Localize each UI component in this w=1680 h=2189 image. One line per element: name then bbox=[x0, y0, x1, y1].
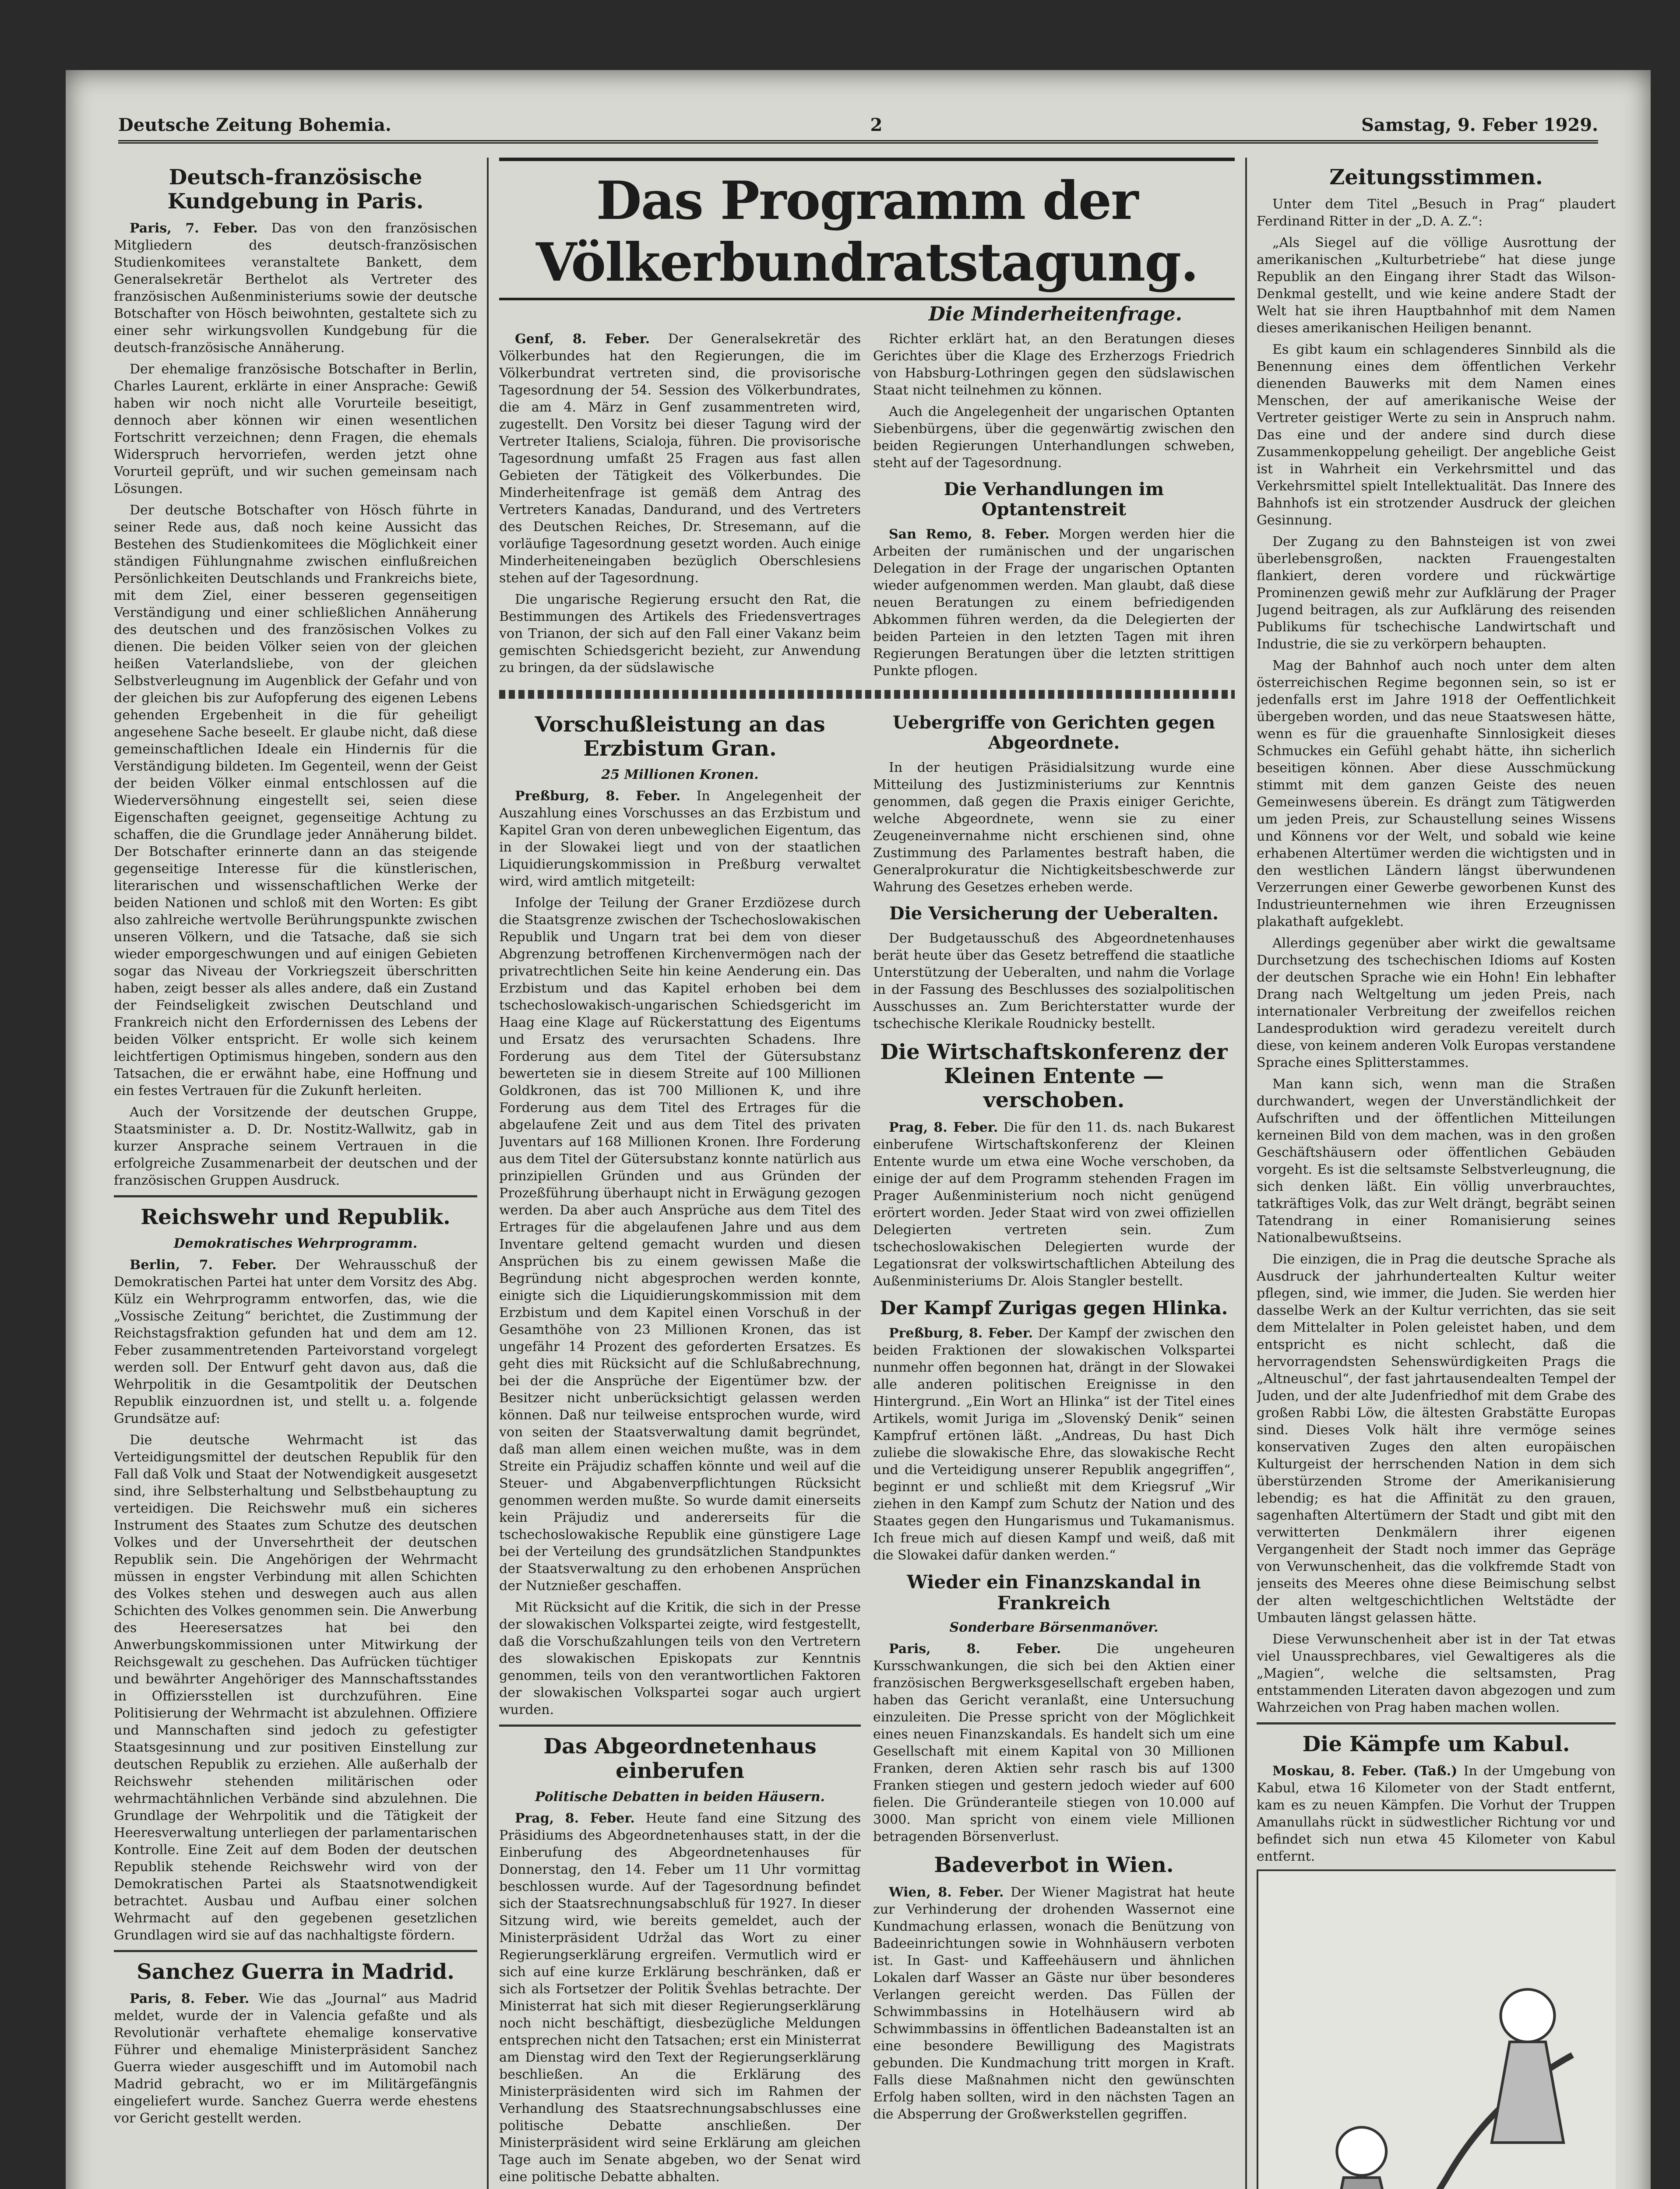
article-paragraph: Der ehemalige französische Botschafter in Berlin, Charles Laurent, erklärte in einer Ansprache: Gewiß haben wir noch nicht alle Vorurteile beseitigt, dennoch aber können wir einen wesentlichen Fortschritt verzeichnen; denn Fragen, die ehemals Widerspruch hervorriefen, werden jetzt ohne Vorurteil geprüft, und wir suchen gemeinsam nach Lösungen. bbox=[114, 362, 477, 497]
article-title: Sanchez Guerra in Madrid. bbox=[137, 1959, 454, 1984]
issue-date: Samstag, 9. Feber 1929. bbox=[1361, 114, 1598, 135]
paragraph-text: Der Wiener Magistrat hat heute zur Verhinderung der drohenden Wassernot eine Kundmachung erlassen, wonach die Benützung von Badeeinrichtungen sowie in Wohnhäusern verboten ist. In Gast- und Kaffeehäusern und ähnlichen Lokalen darf Wasser an Gäste nur über besonderes Verlangen gereicht werden. Das Füllen der Schwimmbassins in Hotelhäusern wird ab Schwimmbassins in öffentlichen Badeanstalten ist an eine besondere Bewilligung des Magistrats gebunden. Die Kundmachung tritt morgen in Kraft. Falls diese Maßnahmen nicht den gewünschten Erfolg haben sollten, wird in den nächsten Tagen an die Absperrung der Großwerkstellen gegriffen. bbox=[873, 1884, 1235, 2122]
article-paragraph: Die einzigen, die in Prag die deutsche Sprache als Ausdruck der jahrhundertealten Kultur weiter pflegen, sind, wie immer, die Juden. Sie werden hier dasselbe Werk an der Kultur verrichten, das sie seit dem Mittelalter in Polen geleistet haben, und dem entspricht es nicht schlecht, daß die hervorragendsten Sehenswürdigkeiten Prags die „Altneuschul“, der fast jahrtausendealten Tempel der Juden, und der alte Judenfriedhof mit dem Grabe des großen Rabbi Löw, die ältesten Grabstätte Europas sind. Dieses Volk hält ihre vermöge seines konservativen Zuges den alten europäischen Kulturgeist der herrschenden Nation in dem sich überstürzenden Strome der Amerikanisierung lebendig; es hat die Affinität zu den grauen, sagenhaften Altertümern der Stadt und gibt mit den verwitterten Denkmälern ihrer eigenen Vergangenheit der Stadt noch immer das Gepräge von Verwunschenheit, das die volkfremde Stadt von jenseits des Meeres ohne diese Beimischung selbst der alten weltgeschichtlichen Weltstädte der Umbauten längst gelassen hätte. bbox=[1257, 1252, 1616, 1626]
paper-name: Deutsche Zeitung Bohemia. bbox=[118, 114, 391, 135]
paragraph-text: In Angelegenheit der Auszahlung eines Vorschusses an das Erzbistum und Kapitel Gran von deren unbeweglichen Eigentum, das in der Slowakei liegt und von der staatlichen Liquidierungskommission in Preßburg verwaltet wird, wird amtlich mitgeteilt: bbox=[499, 788, 861, 890]
paragraph-text: Der Generalsekretär des Völkerbundes hat den Regierungen, die im Völkerbundrat vertreten sind, die provisorische Tagesordnung der 54. Session des Völkerbundrates, die am 4. März in Genf zusammentreten wird, zugestellt. Den Vorsitz bei dieser Tagung wird der Vertreter Italiens, Scialoja, führen. Die provisorische Tagesordnung umfaßt 25 Fragen aus fast allen Gebieten der Tätigkeit des Völkerbundes. Die Minderheitenfrage ist gemäß dem Antrag des Vertreters Kanadas, Dandurand, und des Vertreters des Deutschen Reiches, Dr. Stresemann, auf die vorläufige Tagesordnung gesetzt worden. Auch einige Minderheiteneingaben bezüglich Oberschlesiens stehen auf der Tagesordnung. bbox=[499, 331, 861, 586]
main-headline: Das Programm der Völkerbundratstagung. bbox=[499, 158, 1235, 300]
article-subtitle: Politische Debatten in beiden Häusern. bbox=[535, 1789, 825, 1805]
article-title: Zeitungsstimmen. bbox=[1329, 165, 1543, 190]
dateline: Paris, 8. Feber. bbox=[889, 1641, 1061, 1657]
article-title: Deutsch-französische Kundgebung in Paris. bbox=[167, 165, 424, 214]
article-paragraph: Auch die Angelegenheit der ungarischen Optanten Siebenbürgens, über die gegenwärtig zwischen den beiden Regierungen Unterhandlungen schweben, steht auf der Tagesordnung. bbox=[873, 404, 1235, 471]
paragraph-text: Wie das „Journal“ aus Madrid meldet, wurde der in Valencia gefaßte und als Revolutionär verhaftete ehemalige konservative Führer und ehemalige Ministerpräsident Sanchez Guerra wieder ausgeschifft und im Automobil nach Madrid gebracht, wo er im Militärgefängnis eingeliefert wurde. Sanchez Guerra werde ehestens vor Gericht gestellt werden. bbox=[114, 1991, 477, 2126]
article-subtitle: Sonderbare Börsenmanöver. bbox=[949, 1620, 1159, 1636]
column-right bbox=[1257, 158, 1616, 2189]
dateline: Preßburg, 8. Feber. bbox=[889, 1325, 1033, 1341]
article-paragraph bbox=[873, 1119, 1235, 1290]
article-title: Badeverbot in Wien. bbox=[934, 1853, 1174, 1878]
article-title: Das Abgeordnetenhaus einberufen bbox=[543, 1734, 817, 1783]
lower-left bbox=[499, 705, 861, 2189]
paragraph-text: Morgen werden hier die Arbeiten der rumänischen und der ungarischen Delegation in der Frage der ungarischen Optanten wieder aufgenommen werden. Man glaubt, daß diese neuen Beratungen zu einem befriedigenden Abkommen führen werden, da die Delegierten der beiden Parteien in den letzten Tagen mit ihren Regierungen Beratungen über die letzten strittigen Punkte pflogen. bbox=[873, 527, 1235, 679]
article-paragraph: Unter dem Titel „Besuch in Prag“ plaudert Ferdinand Ritter in der „D. A. Z.“: bbox=[1257, 197, 1616, 229]
article-paragraph bbox=[1257, 1763, 1616, 1865]
lead-story-left bbox=[499, 331, 861, 684]
divider bbox=[114, 1950, 477, 1952]
divider bbox=[114, 1195, 477, 1197]
column-left bbox=[114, 158, 477, 2189]
lower-stories bbox=[499, 705, 1235, 2189]
cartoon-drawing bbox=[1258, 1871, 1616, 2189]
article-paragraph: Infolge der Teilung der Graner Erzdiözese durch die Staatsgrenze zwischen der Tschechoslowakischen Republik und Ungarn trat bei dem von dieser Abgrenzung betroffenen Kirchenvermögen nach der privatrechtlichen Seite hin keine Aenderung ein. Das Erzbistum und das Kapitel erhoben bei dem tschechoslowakisch-ungarischen Schiedsgericht im Haag eine Klage auf Rückerstattung des Eigentums und Ersatz des verursachten Schadens. Ihre Forderung aus dem Titel der Gütersubstanz bewerteten sie in diesem Streite auf 100 Millionen Goldkronen, das ist 700 Millionen K, und ihre Forderung aus dem Titel des Ertrages für die abgelaufene Zeit und aus dem Titel des privaten Juventars auf 168 Millionen Kronen. Ihre Forderung aus dem Titel der Gütersubstanz konnte natürlich aus prinzipiellen Gründen und aus Gründen der Prozeßführung überhaupt nicht in Erwägung gezogen werden. Da aber auch Ansprüche aus dem Titel des Ertrages für die abgelaufenen Jahre und aus dem Inventare geltend gemacht wurden und diesen Ansprüchen bis zu einem gewissen Maße die Begründung nicht abgesprochen werden konnte, einigte sich die Liquidierungskommission mit dem Erzbistum und dem Kapitel einen Vorschuß in der Gesamthöhe von 23 Millionen Kronen, das ist ungefähr 14 Prozent des geforderten Ersatzes. Es geht dies mit Rücksicht auf die Schlußabrechnung, bei der die Ansprüche der Eigentümer bzw. der Besitzer nicht unberücksichtigt gelassen werden können. Daß nur teilweise entsprochen wurde, wird von seiten der Staatsverwaltung damit begründet, daß man allem einen weichen mußte, was in dem Streite ein Präjudiz schaffen könnte und weil auf die Steuer- und Abgabenverpflichtungen Rücksicht genommen werden mußte. So wurde damit einerseits kein Präjudiz und andererseits für die tschechoslowakische Republik eine günstigere Lage bei der Verteilung des grundsätzlichen Standpunktes der Staatsverwaltung zu den erhobenen Ansprüchen der Nutznießer geschaffen. bbox=[499, 895, 861, 1594]
dateline: Moskau, 8. Feber. (Taß.) bbox=[1272, 1763, 1458, 1779]
dateline: Wien, 8. Feber. bbox=[889, 1884, 1004, 1900]
article-paragraph bbox=[499, 1810, 861, 2185]
article-paragraph: Die ungarische Regierung ersucht den Rat, die Bestimmungen des Artikels des Friedensvertrages von Trianon, der sich auf den Fall einer Vakanz beim gemischten Schiedsgericht bezieht, zur Anwendung zu bringen, da der südslawische bbox=[499, 592, 861, 676]
article-paragraph bbox=[873, 526, 1235, 679]
article-paragraph bbox=[873, 1884, 1235, 2123]
running-head bbox=[118, 109, 1598, 144]
article-paragraph: Auch der Vorsitzende der deutschen Gruppe, Staatsminister a. D. Dr. Nostitz-Wallwitz, gab in kurzer Ansprache seinem Vertrauen in die erfolgreiche Zusammenarbeit der deutschen und der französischen Gruppen Ausdruck. bbox=[114, 1105, 477, 1189]
article-paragraph bbox=[114, 220, 477, 356]
article-paragraph: Allerdings gegenüber aber wirkt die gewaltsame Durchsetzung des tschechischen Idioms auf Kosten der deutschen Sprache wie ein Hohn! Ein lebhafter Drang nach Weltgeltung um jeden Preis, nach internationaler Verbreitung der zweifellos reichen Landesproduktion wird geradezu vereitelt durch diese, von keinem anderen Volk Europas verstandene Sprache eines Splitterstammes. bbox=[1257, 936, 1616, 1071]
dateline: Preßburg, 8. Feber. bbox=[515, 788, 681, 804]
article-title: Die Versicherung der Ueberalten. bbox=[889, 903, 1219, 924]
article-subtitle: Demokratisches Wehrprogramm. bbox=[173, 1235, 418, 1251]
dateline: Paris, 7. Feber. bbox=[130, 221, 258, 236]
article-title: Die Kämpfe um Kabul. bbox=[1302, 1732, 1570, 1757]
paragraph-text: Die ungeheuren Kursschwankungen, die sich bei den Aktien einer französischen Bergwerksgesellschaft ergeben haben, haben das Gericht veranlaßt, eine Untersuchung einzuleiten. Die Presse spricht von der Möglichkeit eines neuen Finanzskandals. Es handelt sich um eine Gesellschaft mit einem Kapital von 30 Millionen Franken, deren Aktien sehr rasch bis auf 1300 Franken stiegen und gestern jedoch wieder auf 600 fielen. Die Gründeranteile stiegen von 10.000 auf 3000. Man spricht von einem viele Millionen betragenden Börsenverlust. bbox=[873, 1641, 1235, 1845]
article-subtitle: 25 Millionen Kronen. bbox=[601, 767, 759, 783]
ornamental-divider bbox=[499, 690, 1235, 699]
article-title: Die Wirtschaftskonferenz der Kleinen Entente — verschoben. bbox=[880, 1040, 1228, 1113]
article-paragraph: In der heutigen Präsidialsitzung wurde eine Mitteilung des Justizministeriums zur Kenntnis genommen, daß gegen die Praxis einiger Gerichte, welche Abgeordnete, wenn sie zu einer Zeugeneinvernahme nicht erschienen sind, ohne Zustimmung des Parlamentes bestraft haben, die Generalprokuratur die Nichtigkeitsbeschwerde zur Wahrung des Gesetzes erheben werde. bbox=[873, 760, 1235, 895]
main-subheadline: Die Minderheitenfrage. bbox=[928, 303, 1182, 325]
page-number: 2 bbox=[870, 114, 883, 135]
dateline: Paris, 8. Feber. bbox=[130, 1991, 250, 2006]
article-title: Vorschußleistung an das Erzbistum Gran. bbox=[535, 712, 825, 761]
article-title: Reichswehr und Republik. bbox=[141, 1205, 451, 1230]
article-paragraph: Diese Verwunschenheit aber ist in der Tat etwas viel Unaussprechbares, viel Gewaltigeres als die „Magien“, welche die seltsamsten, Prag entstammenden Literaten davon abgezogen und zum Wahrzeichen von Prag haben machen wollen. bbox=[1257, 1632, 1616, 1716]
paragraph-text: Der Kampf der zwischen den beiden Fraktionen der slowakischen Volkspartei nunmehr offen begonnen hat, drängt in der Slowakei alle anderen politischen Ereignisse in den Hintergrund. „Ein Wort an Hlinka“ ist der Titel eines Artikels, womit Juriga im „Slovenský Denik“ seinen Kampfruf ertönen läßt. „Andreas, Du hast Dich zuliebe die slowakische Ehre, das slowakische Recht und die Verteidigung unserer Republik angegriffen“, beginnt er und schließt mit dem Kriegsruf „Wir ziehen in den Kampf zum Schutz der Nation und des Staates gegen den Hungarismus und Tukamanismus. Ich freue mich auf diesen Kampf und weiß, daß mit die Slowakei dafür danken werden.“ bbox=[873, 1325, 1235, 1563]
article-paragraph: Richter erklärt hat, an den Beratungen dieses Gerichtes über die Klage des Erzherzogs Friedrich von Habsburg-Lothringen gegen den südslawischen Staat nicht teilnehmen zu können. bbox=[873, 331, 1235, 398]
paragraph-text: In der Umgebung von Kabul, etwa 16 Kilometer von der Stadt entfernt, kam es zu neuen Kämpfen. Die Vorhut der Truppen Amanullahs rückt in südwestlicher Richtung vor und befindet sich nun etwa 45 Kilometer von Kabul entfernt. bbox=[1257, 1763, 1616, 1865]
dateline: Genf, 8. Feber. bbox=[515, 331, 650, 347]
article-title: Der Kampf Zurigas gegen Hlinka. bbox=[880, 1297, 1228, 1319]
lead-story bbox=[499, 331, 1235, 684]
paragraph-text: Die für den 11. ds. nach Bukarest einberufene Wirtschaftskonferenz der Kleinen Entente wurde um etwa eine Woche verschoben, da einige der auf dem Programm stehenden Fragen im Prager Außenministerium noch nicht genügend erörtert worden. Jeder Staat wird von zwei offiziellen Delegierten vertreten sein. Zum tschechoslowakischen Delegierten wurde der Legationsrat der volkswirtschaftlichen Abteilung des Außenministeriums Dr. Alois Stangler bestellt. bbox=[873, 1119, 1235, 1289]
article-paragraph: Mit Rücksicht auf die Kritik, die sich in der Presse der slowakischen Volkspartei zeigte, wird festgestellt, daß die Vorschußzahlungen teils von den Vertretern des slowakischen Episkopats zur Kenntnis genommen, teils von den verantwortlichen Faktoren der slowakischen Volkspartei sogar auch urgiert wurden. bbox=[499, 1600, 861, 1718]
article-paragraph bbox=[114, 1256, 477, 1427]
article-title: Uebergriffe von Gerichten gegen Abgeordnete. bbox=[892, 712, 1215, 753]
paragraph-text: Heute fand eine Sitzung des Präsidiums des Abgeordnetenhauses statt, in der die Einberufung des Abgeordnetenhauses für Donnerstag, den 14. Feber um 11 Uhr vormittag beschlossen wurde. Auf der Tagesordnung befindet sich der Staatsrechnungsabschluß für 1927. In dieser Sitzung wird, wie bereits gemeldet, auch der Ministerpräsident Udržal das Wort zu einer Regierungserklärung ergreifen. Vermutlich wird er sich auf eine kurze Erklärung beschränken, daß er sich als Fortsetzer der Politik Švehlas betrachte. Der Ministerrat hat sich mit dieser Regierungserklärung noch nicht beschäftigt, diesbezügliche Meldungen entsprechen nicht den Tatsachen; erst ein Ministerrat am Dienstag wird den Text der Regierungserklärung beschließen. An die Erklärung des Ministerpräsidenten wird sich im Rahmen der Verhandlung des Staatsrechnungsabschlusses eine politische Debatte anschließen. Der Ministerpräsident wird seine Erklärung am gleichen Tage auch im Senate abgeben, wo der Senat wird eine politische Debatte abhalten. bbox=[499, 1810, 861, 2185]
article-paragraph: Man kann sich, wenn man die Straßen durchwandert, wegen der Unverständlichkeit der Aufschriften und der öffentlichen Mitteilungen kerneinen Bild von dem machen, was in den großen Geschäftshäusern oder öffentlichen Gebäuden vorgeht. Es ist die seltsamste Selbstverleugnung, die sich denken läßt. Ein völlig unverbrauchtes, tatkräftiges Volk, das zur Welt drängt, begräbt seinen Tatendrang in einer Romanisierung seines Nationalbewußtseins. bbox=[1257, 1077, 1616, 1246]
newspaper-page bbox=[66, 70, 1651, 2189]
divider bbox=[499, 1724, 861, 1727]
article-paragraph bbox=[499, 788, 861, 890]
paragraph-text: Das von den französischen Mitgliedern des deutsch-französischen Studienkomitees veranstaltete Bankett, dem Generalsekretär Berthelot als Vertreter des französischen Außenministeriums sowie der deutsche Botschafter von Hösch beiwohnten, gestaltete sich zu einer sehr wirkungsvollen Kundgebung für die deutsch-französische Annäherung. bbox=[114, 221, 477, 356]
column-rule bbox=[487, 158, 489, 2189]
dateline: San Remo, 8. Feber. bbox=[889, 527, 1050, 542]
cartoon-illustration bbox=[1257, 1869, 1616, 2189]
dateline: Prag, 8. Feber. bbox=[515, 1810, 635, 1826]
article-paragraph bbox=[114, 1990, 477, 2127]
article-paragraph: Die deutsche Wehrmacht ist das Verteidigungsmittel der deutschen Republik für den Fall daß Volk und Staat der Notwendigkeit ausgesetzt sind, ihre Selbsterhaltung und Selbstbehauptung zu verteidigen. Die Reichswehr muß ein sicheres Instrument des Staates zum Schutze des deutschen Volkes und der Unversehrtheit der deutschen Republik sein. Die Angehörigen der Wehrmacht müssen in engster Verbindung mit allen Schichten des Volkes stehen und deswegen auch aus allen Schichten des Volkes genommen sein. Die Anwerbung des Heeresersatzes hat bei den Anwerbungskommissionen unter Mitwirkung der Reichsgewalt zu geschehen. Das Aufrücken tüchtiger und bewährter Angehöriger des Mannschaftsstandes in Offiziersstellen ist durchzuführen. Eine Politisierung der Wehrmacht ist abzulehnen. Offiziere und Mannschaften sind jedoch zu gefestigter Staatsgesinnung und zur positiven Einstellung zur deutschen Republik zu erziehen. Alle außerhalb der Reichswehr stehenden militärischen oder wehrmachtähnlichen Verbände sind abzulehnen. Die Grundlage der Wehrpolitik und die Tätigkeit der Heeresverwaltung unterliegen der parlamentarischen Kontrolle. Eine Zeit auf dem Boden der deutschen Republik stehende Reichswehr wird von der Demokratischen Partei als Staatsnotwendigkeit betrachtet. Ausbau und Aufbau einer solchen Wehrmacht auf den gegebenen gesetzlichen Grundlagen wird sie auf das nachhaltigste fördern. bbox=[114, 1432, 477, 1943]
article-paragraph: Mag der Bahnhof auch noch unter dem alten österreichischen Regime begonnen sein, so ist er jedenfalls erst im Jahre 1918 der Oeffentlichkeit übergeben worden, und das neue Staatswesen hätte, wenn es für die grauenhafte Sinnlosigkeit dieses Schmuckes ein Gefühl gehabt hätte, ihn sicherlich beseitigen können. Aber diese Ausschmückung stimmt mit dem ganzen Geiste des neuen Gemeinwesens überein. Es drängt zum Tätigwerden um jeden Preis, zur Schaustellung seines Wissens und Könnens vor der Welt, und sobald wie keine erhabenen Altertümer werden die wichtigsten und in den westlichen Ländern längst überwundenen Verzerrungen einer Gewerbe geworbenen Kunst des Industrieunternehmen wie ihren Erzeugnissen plakathaft aufgeklebt. bbox=[1257, 658, 1616, 930]
column-rule bbox=[1245, 158, 1247, 2189]
divider bbox=[1257, 1722, 1616, 1724]
dateline: Berlin, 7. Feber. bbox=[130, 1257, 277, 1273]
article-paragraph: Der deutsche Botschafter von Hösch führte in seiner Rede aus, daß noch keine Aussicht das Bestehen des Studienkomitees die Möglichkeit einer ständigen Fühlungnahme zwischen einflußreichen Persönlichkeiten Deutschlands und Frankreichs biete, mit dem Ziel, einer besseren gegenseitigen Verständigung und einer schließlichen Annäherung des deutschen und des französischen Volkes zu dienen. Die beiden Völker seien von der gleichen heißen Vaterlandsliebe, von der gleichen Selbstverleugnung im Augenblick der Gefahr und von der gleichen bis zur Aufopferung des eigenen Lebens gehenden Ergebenheit in die für geheiligt angesehene Sache beseelt. Er glaube nicht, daß diese gemeinschaftlichen Ideale ein Hindernis für die Verständigung bildeten. Im Gegenteil, wenn der Geist der beiden Völker einmal entschlossen auf die Wiederversöhnung eingestellt sei, seien diese Eigenschaften geeignet, gegenseitige Achtung zu schaffen, die die Grundlage jeder Annäherung bildet. Der Botschafter erinnerte dann an das steigende gegenseitige Interesse für die künstlerischen, literarischen und wissenschaftlichen Werke der beiden Nationen und schloß mit den Worten: Es gibt also zahlreiche wertvolle Berührungspunkte zwischen unseren Völkern, und die Tatsache, daß sie sich wieder emporgeschwungen und auf einigen Gebieten sogar das Niveau der Vorkriegszeit überschritten haben, zeigt besser als alles andere, daß ein Zustand der Feindseligkeit zwischen Deutschland und Frankreich nicht den Erfordernissen des Lebens der beiden Völker entspricht. Er wolle sich keinem leichtfertigen Optimismus hingeben, sondern aus den Tatsachen, die er erwähnt habe, eine Hoffnung und ein festes Vertrauen für die Zukunft herleiten. bbox=[114, 503, 477, 1099]
article-paragraph bbox=[499, 331, 861, 587]
dateline: Prag, 8. Feber. bbox=[889, 1119, 998, 1135]
lead-story-right bbox=[873, 331, 1235, 684]
article-paragraph bbox=[873, 1325, 1235, 1564]
article-title: Die Verhandlungen im Optantenstreit bbox=[944, 479, 1164, 520]
article-paragraph: Der Zugang zu den Bahnsteigen ist von zwei überlebensgroßen, nackten Frauengestalten flankiert, deren vordere und rückwärtige Prominenzen gewiß mehr zur Aufklärung der Prager Jugend beitragen, als zur Aufklärung des reisenden Publikums für tschechische Landwirtschaft und Industrie, die sie zu verkörpern behaupten. bbox=[1257, 534, 1616, 652]
paragraph-text: Der Wehrausschuß der Demokratischen Partei hat unter dem Vorsitz des Abg. Külz ein Wehrprogramm entworfen, das, wie die „Vossische Zeitung“ berichtet, die Zustimmung der Reichstagsfraktion gefunden hat und dem am 12. Feber zusammentretenden Parteivorstand vorgelegt werden soll. Der Entwurf geht davon aus, daß die Wehrpolitik in die Gesamtpolitik der Deutschen Republik einzuordnen ist, und stellt u. a. folgende Grundsätze auf: bbox=[114, 1257, 477, 1426]
article-paragraph bbox=[873, 1640, 1235, 1845]
article-paragraph: „Als Siegel auf die völlige Ausrottung der amerikanischen „Kulturbetriebe“ hat diese junge Republik an den Eingang ihrer Stadt das Wilson-Denkmal gestellt, und wie keine andere Stadt der Welt hat sie ihren Hauptbahnhof mit dem Namen dieses amerikanischen Heiligen benannt. bbox=[1257, 235, 1616, 336]
article-paragraph: Der Budgetausschuß des Abgeordnetenhauses berät heute über das Gesetz betreffend die staatliche Unterstützung der Ueberalten, und nahm die Vorlage in der Fassung des Beschlusses des sozialpolitischen Ausschusses an. Zum Berichterstatter wurde der tschechische Klerikale Roudnicky bestellt. bbox=[873, 931, 1235, 1031]
article-paragraph: Es gibt kaum ein schlagenderes Sinnbild als die Benennung eines dem öffentlichen Verkehr dienenden Bauwerks mit dem Namen eines Menschen, der auf amerikanische Weise der Vertreter geistiger Werte zu sein in Anspruch nahm. Das eine und der andere sind durch diese Zusammenkoppelung geheiligt. Der angebliche Geist ist in Wahrheit ein Verkehrsmittel und das Verkehrsmittel spielt Intellektualität. Das Innere des Bahnhofs ist ein strotzender Ausdruck der gleichen Gesinnung. bbox=[1257, 342, 1616, 528]
column-center bbox=[499, 158, 1235, 2189]
article-title: Wieder ein Finanzskandal in Frankreich bbox=[907, 1571, 1201, 1614]
lower-right bbox=[873, 705, 1235, 2189]
